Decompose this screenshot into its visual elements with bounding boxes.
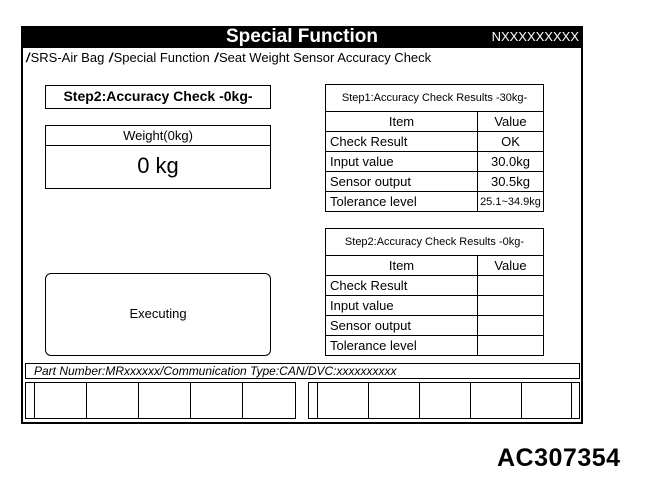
row-value [478, 276, 544, 296]
column-header-item: Item [326, 112, 478, 132]
row-item: Input value [326, 152, 478, 172]
table-row [326, 132, 544, 152]
row-value: 25.1~34.9kg [478, 192, 544, 212]
row-item: Sensor output [326, 172, 478, 192]
breadcrumb-item-srs[interactable]: SRS-Air Bag [30, 50, 105, 65]
column-header-value: Value [478, 256, 544, 276]
row-value [478, 316, 544, 336]
table-row [326, 296, 544, 316]
function-key-8[interactable] [419, 382, 471, 419]
function-key-bar [25, 382, 580, 419]
table-row [326, 152, 544, 172]
breadcrumb-separator: / [108, 50, 113, 65]
breadcrumb-item-current: Seat Weight Sensor Accuracy Check [218, 50, 432, 65]
weight-panel [45, 125, 271, 189]
page-title: Special Function [225, 26, 379, 47]
row-item: Check Result [326, 132, 478, 152]
weight-value: 0 kg [137, 153, 179, 178]
function-key-5[interactable] [242, 382, 296, 419]
row-value [478, 296, 544, 316]
breadcrumb-separator: / [214, 50, 218, 65]
title-bar [21, 26, 583, 48]
row-item: Sensor output [326, 316, 478, 336]
row-value: 30.5kg [478, 172, 544, 192]
function-key-divider [295, 382, 309, 419]
column-header-item: Item [326, 256, 478, 276]
row-item: Tolerance level [326, 192, 478, 212]
executing-status-button[interactable]: Executing [45, 273, 271, 356]
step1-results-table [325, 84, 544, 212]
table-row [326, 336, 544, 356]
function-key-2[interactable] [86, 382, 139, 419]
breadcrumb [26, 48, 432, 68]
step-label: Step2:Accuracy Check -0kg- [45, 85, 271, 109]
function-key-7[interactable] [368, 382, 420, 419]
row-value: OK [478, 132, 544, 152]
breadcrumb-item-special-function[interactable]: Special Function [113, 50, 210, 65]
figure-id: AC307354 [497, 444, 621, 472]
table-caption: Step2:Accuracy Check Results -0kg- [326, 229, 544, 256]
function-key-4[interactable] [190, 382, 243, 419]
step2-results-table [325, 228, 544, 356]
breadcrumb-separator: / [26, 50, 30, 65]
vehicle-code: NXXXXXXXXX [491, 29, 579, 44]
table-row [326, 192, 544, 212]
row-item: Tolerance level [326, 336, 478, 356]
function-key-3[interactable] [138, 382, 191, 419]
row-value [478, 336, 544, 356]
table-row [326, 172, 544, 192]
table-row [326, 316, 544, 336]
function-key-edge-right [571, 382, 580, 419]
function-key-9[interactable] [470, 382, 522, 419]
row-value: 30.0kg [478, 152, 544, 172]
part-info-bar: Part Number:MRxxxxxx/Communication Type:CAN/DVC:xxxxxxxxxx [25, 363, 580, 379]
row-item: Input value [326, 296, 478, 316]
function-key-6[interactable] [317, 382, 369, 419]
table-row [326, 276, 544, 296]
weight-header: Weight(0kg) [46, 126, 270, 146]
column-header-value: Value [478, 112, 544, 132]
function-key-10[interactable] [521, 382, 572, 419]
function-key-1[interactable] [34, 382, 87, 419]
row-item: Check Result [326, 276, 478, 296]
table-caption: Step1:Accuracy Check Results -30kg- [326, 85, 544, 112]
